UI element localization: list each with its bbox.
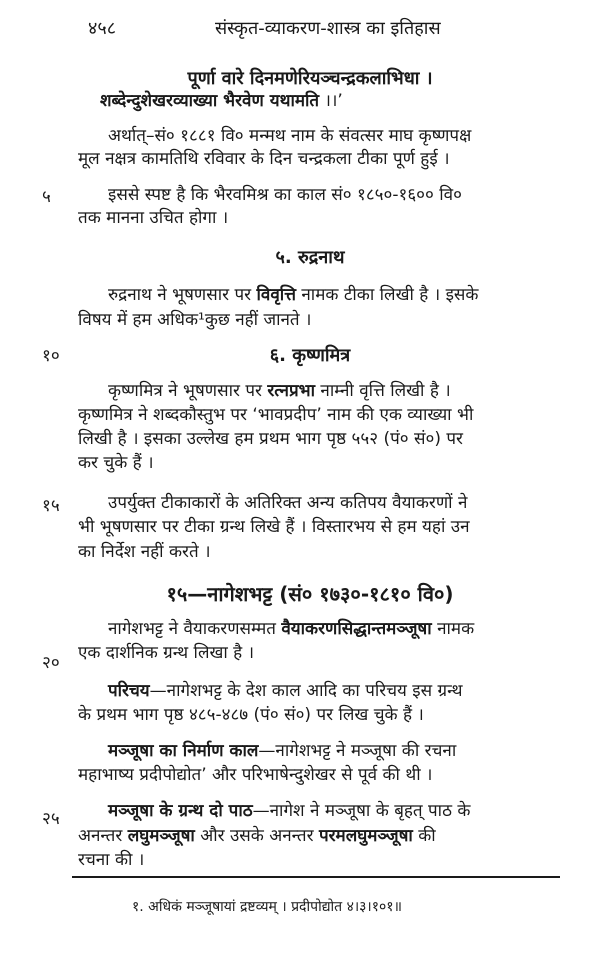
sec15-line-1 bbox=[108, 618, 560, 640]
granth-line-2-c: की bbox=[412, 826, 436, 846]
laghu-manjusha-term: लघुमञ्जूषा bbox=[127, 826, 195, 846]
granth-text: —नागेश ने मञ्जूषा के बृहत् पाठ के bbox=[252, 801, 471, 821]
sec6-line-2: कृष्णमित्र ने शब्दकौस्तुभ पर ‘भावप्रदीप’ नाम की एक व्याख्या भी bbox=[78, 405, 474, 425]
sec6-para2-line-2: भी भूषणसार पर टीका ग्रन्थ लिखे हैं । विस्तारभय से हम यहां उन bbox=[78, 517, 470, 537]
sec15-line-1-b: नामक bbox=[431, 619, 475, 639]
sec5-line-1 bbox=[108, 284, 560, 306]
section-6-heading: ६. कृष्णमित्र bbox=[269, 345, 351, 366]
granth-line-1 bbox=[108, 800, 560, 822]
page-number: ४५८ bbox=[88, 18, 117, 39]
section-15-heading: १५—नागेशभट्ट (सं० १७३०-१८१० वि०) bbox=[166, 582, 454, 606]
line-number-15: १५ bbox=[42, 496, 60, 516]
verse-line-2-end: ।।’ bbox=[319, 91, 343, 111]
sec6-line-1 bbox=[108, 380, 560, 402]
line-number-5: ५ bbox=[42, 187, 51, 207]
verse-line-1: पूर्णा वारे दिनमणेरियञ्चन्द्रकलाभिधा । bbox=[187, 68, 433, 89]
granth-line-2-a: अनन्तर bbox=[78, 826, 128, 846]
vivritti-term: विवृत्ति bbox=[256, 285, 296, 305]
nirman-text: —नागेशभट्ट ने मञ्जूषा की रचना bbox=[258, 741, 457, 761]
running-title: संस्कृत-व्याकरण-शास्त्र का इतिहास bbox=[215, 18, 441, 39]
para2-line-1: इससे स्पष्ट है कि भैरवमिश्र का काल सं० १८५०-१६०० वि० bbox=[108, 185, 462, 205]
para1-line-2: मूल नक्षत्र कामतिथि रविवार के दिन चन्द्रकला टीका पूर्ण हुई । bbox=[78, 149, 450, 169]
nirman-label: मञ्जूषा का निर्माण काल bbox=[108, 741, 259, 761]
ratnaprabha-term: रत्नप्रभा bbox=[267, 381, 315, 401]
section-5-heading: ५. रुद्रनाथ bbox=[275, 247, 345, 268]
line-number-10: १० bbox=[42, 346, 60, 366]
sec15-line-1-a: नागेशभट्ट ने वैयाकरणसम्मत bbox=[108, 619, 282, 639]
para2-line-2: तक मानना उचित होगा । bbox=[78, 208, 229, 228]
nirman-line-1 bbox=[108, 740, 560, 762]
granth-label: मञ्जूषा के ग्रन्थ दो पाठ bbox=[108, 801, 253, 821]
sec6-line-1-b: नाम्नी वृत्ति लिखी है । bbox=[315, 381, 451, 401]
sec5-line-1-a: रुद्रनाथ ने भूषणसार पर bbox=[108, 285, 257, 305]
nirman-line-2: महाभाष्य प्रदीपोद्योत’ और परिभाषेन्दुशेखर से पूर्व की थी । bbox=[78, 765, 433, 785]
line-number-25: २५ bbox=[42, 809, 60, 829]
verse-line-2-bold: शब्देन्दुशेखरव्याख्या भैरवेण यथामति bbox=[100, 91, 320, 111]
sec6-para2-line-3: का निर्देश नहीं करते । bbox=[78, 542, 211, 562]
parichay-line-2: के प्रथम भाग पृष्ठ ४८५-४८७ (पं० सं०) पर लिख चुके हैं । bbox=[78, 705, 424, 725]
sec5-line-1-b: नामक टीका लिखी है । इसके bbox=[295, 285, 479, 305]
sec15-line-2: एक दार्शनिक ग्रन्थ लिखा है । bbox=[78, 643, 255, 663]
manjusha-title: वैयाकरणसिद्धान्तमञ्जूषा bbox=[281, 619, 432, 639]
sec6-para2-line-1: उपर्युक्त टीकाकारों के अतिरिक्त अन्य कतिपय वैयाकरणों ने bbox=[108, 493, 468, 513]
sec6-line-4: कर चुके हैं । bbox=[78, 453, 154, 473]
footnote-divider bbox=[72, 876, 560, 878]
paramalaghu-manjusha-term: परमलघुमञ्जूषा bbox=[318, 826, 413, 846]
sec6-line-3: लिखी है । इसका उल्लेख हम प्रथम भाग पृष्ठ ५५२ (पं० सं०) पर bbox=[78, 429, 463, 449]
granth-line-3: रचना की । bbox=[78, 850, 145, 870]
parichay-label: परिचय bbox=[108, 681, 150, 701]
granth-line-2-b: और उसके अनन्तर bbox=[194, 826, 319, 846]
parichay-text: —नागेशभट्ट के देश काल आदि का परिचय इस ग्रन्थ bbox=[149, 681, 463, 701]
sec6-line-1-a: कृष्णमित्र ने भूषणसार पर bbox=[108, 381, 268, 401]
footnote: १. अधिकं मञ्जूषायां द्रष्टव्यम् । प्रदीपोद्योत ४।३।१०१॥ bbox=[132, 899, 402, 915]
line-number-20: २० bbox=[42, 653, 60, 673]
para1-line-1: अर्थात्–सं० १८८१ वि० मन्मथ नाम के संवत्सर माघ कृष्णपक्ष bbox=[108, 126, 472, 146]
verse-line-2 bbox=[100, 90, 560, 112]
sec5-line-2: विषय में हम अधिक¹कुछ नहीं जानते । bbox=[78, 310, 312, 330]
parichay-line-1 bbox=[108, 680, 560, 702]
granth-line-2 bbox=[78, 825, 560, 847]
